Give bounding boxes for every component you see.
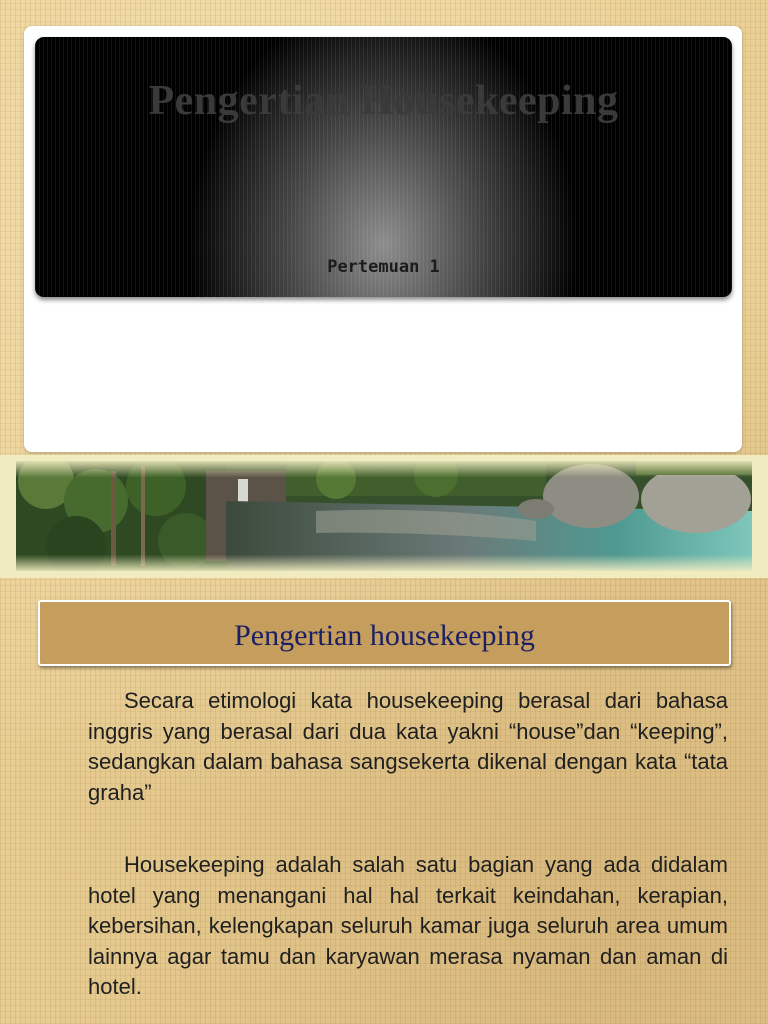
nature-banner (0, 455, 768, 578)
section-heading: Pengertian housekeeping (234, 619, 535, 652)
slide-title: Pengertian Housekeeping (148, 78, 619, 124)
slide-subtitle: Pertemuan 1 (327, 257, 440, 277)
paragraph-definition: Housekeeping adalah salah satu bagian yang ada didalam hotel yang menangani hal hal terkait keindahan, kerapian, kebersihan, kelengkapan seluruh kamar juga seluruh area umum lainnya agar tamu dan karyawan merasa nyaman dan aman di hotel. (88, 852, 728, 999)
river-landscape-image (16, 461, 752, 571)
section-heading-box (38, 600, 731, 666)
paragraph-etymology: Secara etimologi kata housekeeping berasal dari bahasa inggris yang berasal dari dua kata yakni “house”dan “keeping”, sedangkan dalam bahasa sangsekerta dikenal dengan kata “tata graha” (88, 688, 728, 805)
title-slide (24, 26, 742, 452)
title-banner (35, 37, 732, 297)
